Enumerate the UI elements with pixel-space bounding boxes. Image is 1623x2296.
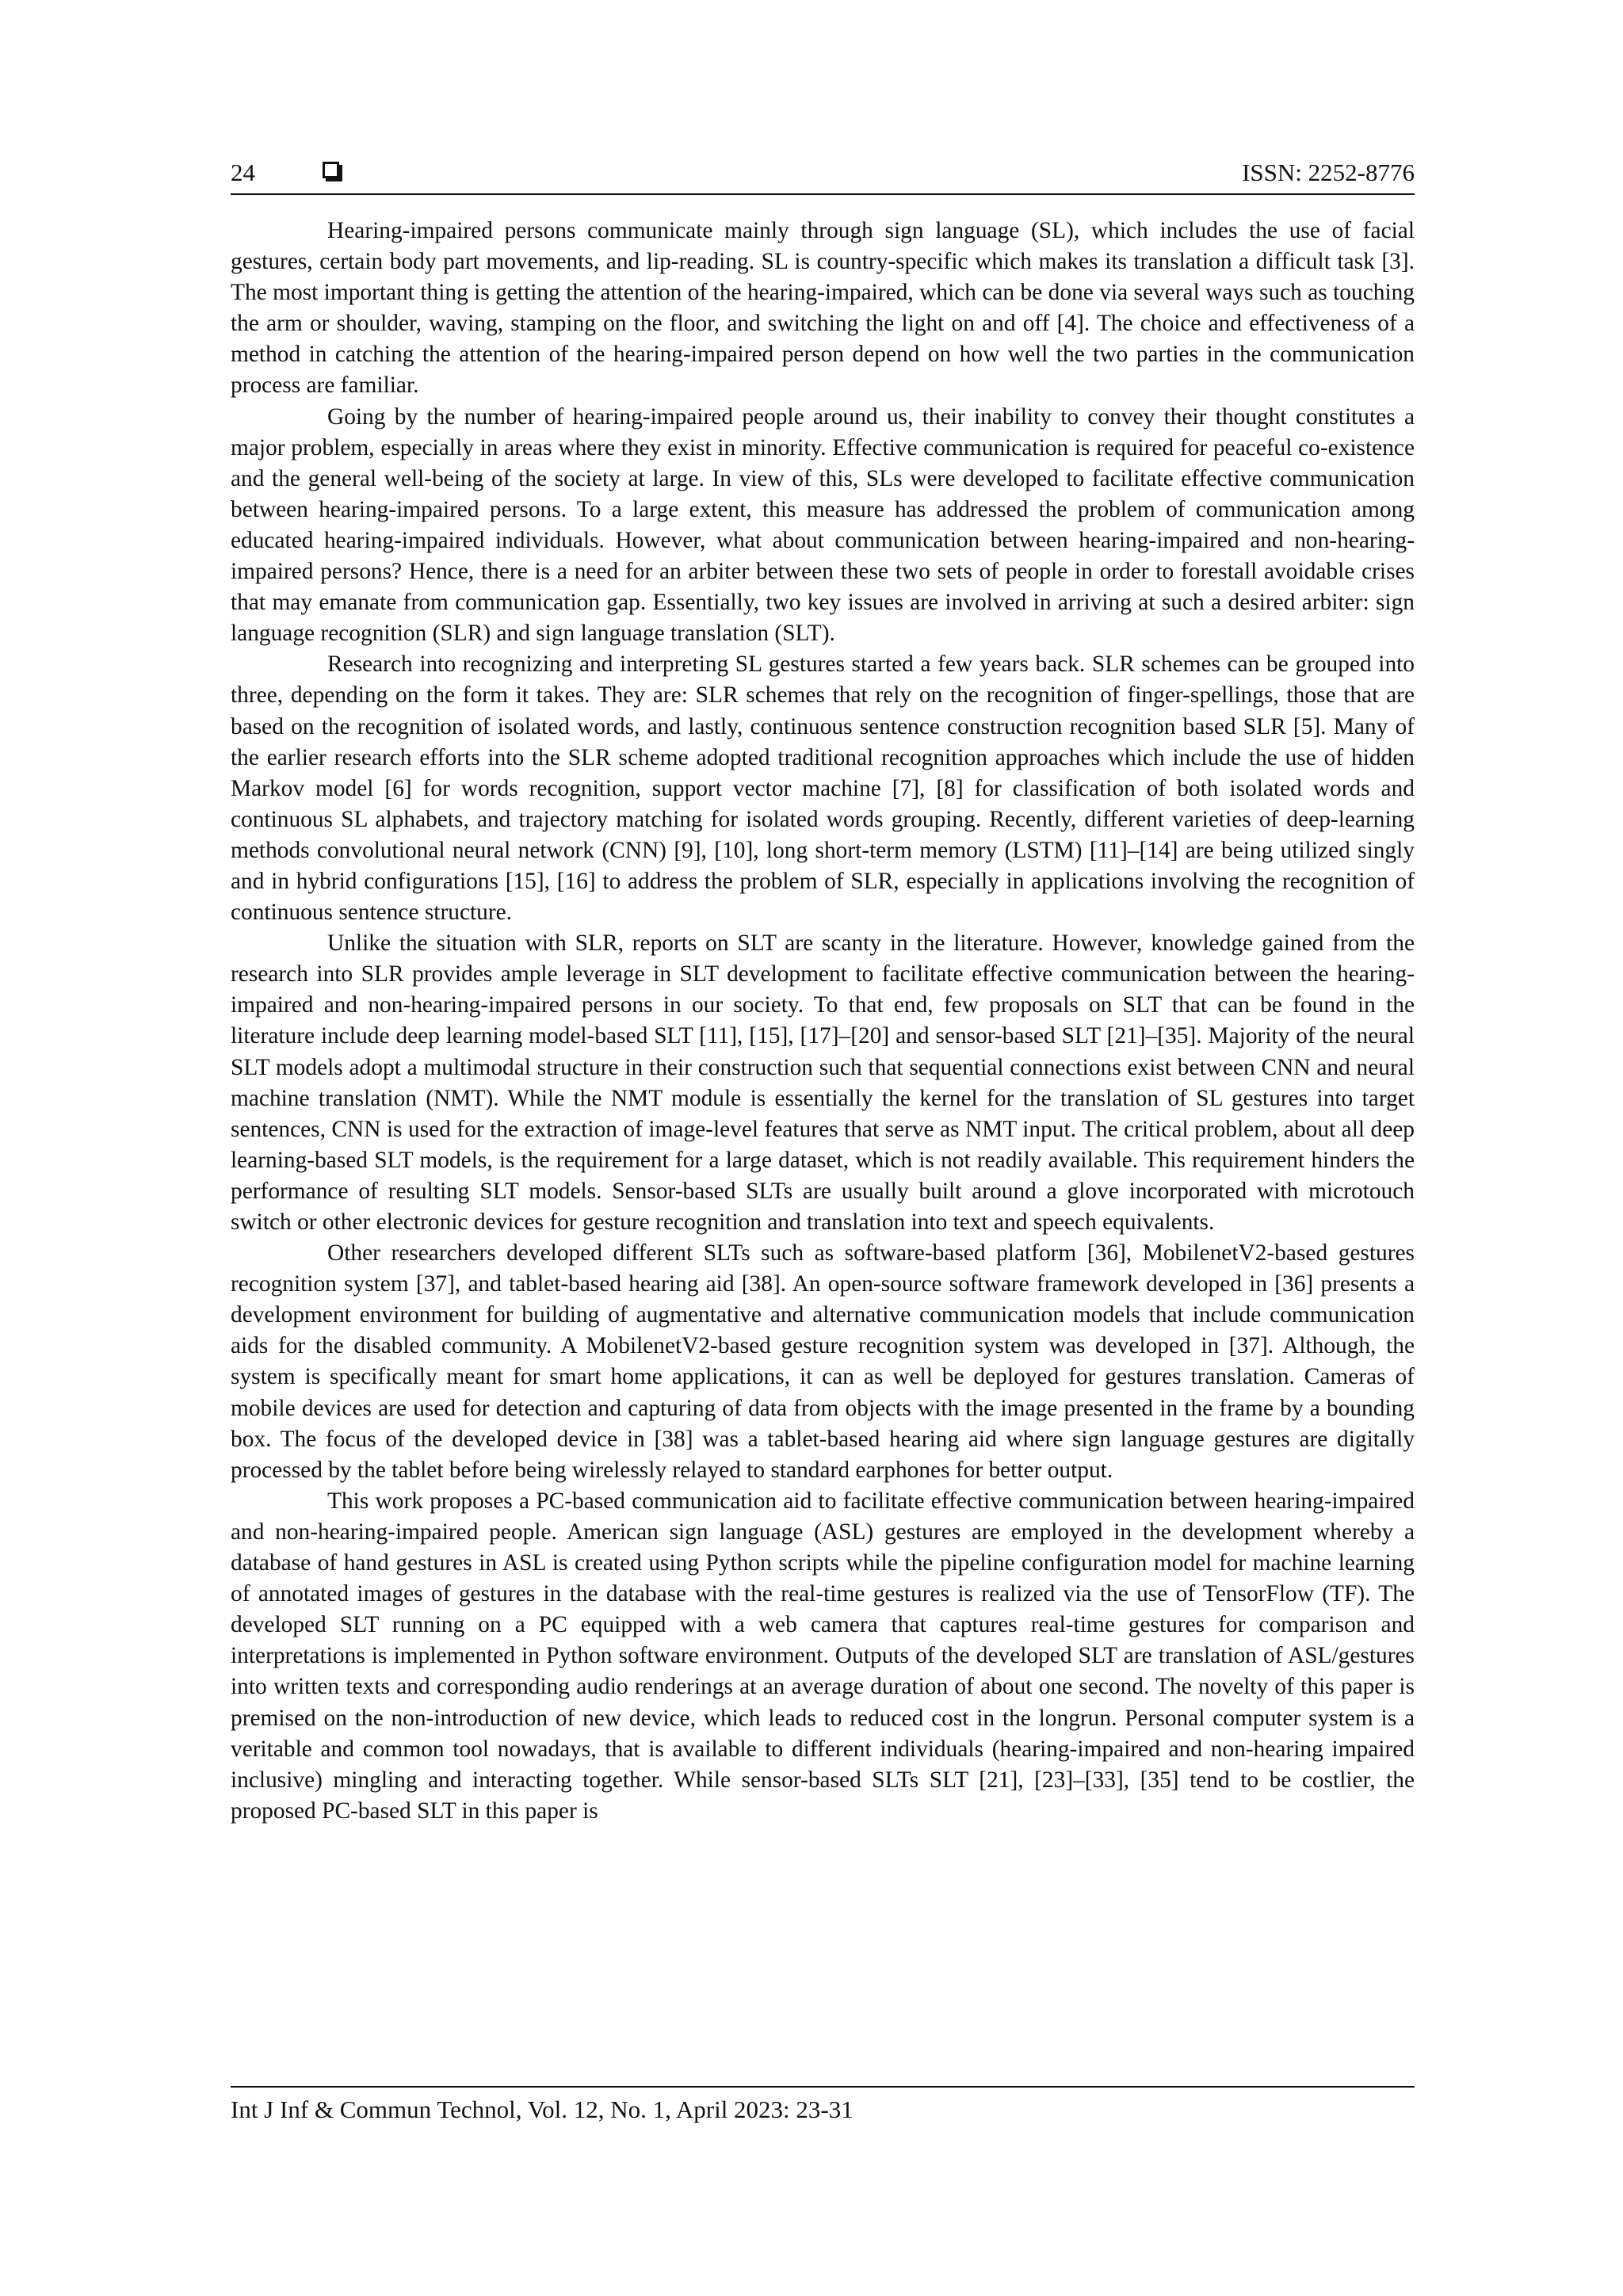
square-bullet-icon [323,162,339,178]
running-header [231,155,1415,190]
page-number: 24 [231,159,255,186]
body-text [231,216,1415,1827]
footer-rule [231,2086,1415,2088]
header-rule [231,193,1415,195]
paragraph-3: Research into recognizing and interpreting SL gestures started a few years back. SLR schemes can be grouped into three, depending on the form it takes. They are: SLR schemes that rely on the recognition of finger-spellings, those that are based on the recognition of isolated words, and lastly, continuous sentence construction recognition based SLR [5]. Many of the earlier research efforts into the SLR scheme adopted traditional recognition approaches which include the use of hidden Markov model [6] for words recognition, support vector machine [7], [8] for classification of both isolated words and continuous SL alphabets, and trajectory matching for isolated words grouping. Recently, different varieties of deep-learning methods convolutional neural network (CNN) [9], [10], long short-term memory (LSTM) [11]–[14] are being utilized singly and in hybrid configurations [15], [16] to address the problem of SLR, especially in applications involving the recognition of continuous sentence structure. [231,651,1415,926]
paragraph-2: Going by the number of hearing-impaired people around us, their inability to convey their thought constitutes a major problem, especially in areas where they exist in minority. Effective communication is required for peaceful co-existence and the general well-being of the society at large. In view of this, SLs were developed to facilitate effective communication between hearing-impaired persons. To a large extent, this measure has addressed the problem of communication among educated hearing-impaired individuals. However, what about communication between hearing-impaired and non-hearing-impaired persons? Hence, there is a need for an arbiter between these two sets of people in order to forestall avoidable crises that may emanate from communication gap. Essentially, two key issues are involved in arriving at such a desired arbiter: sign language recognition (SLR) and sign language translation (SLT). [231,403,1415,647]
paragraph-4: Unlike the situation with SLR, reports on SLT are scanty in the literature. However, knowledge gained from the research into SLR provides ample leverage in SLT development to facilitate effective communication between the hearing-impaired and non-hearing-impaired persons in our society. To that end, few proposals on SLT that can be found in the literature include deep learning model-based SLT [11], [15], [17]–[20] and sensor-based SLT [21]–[35]. Majority of the neural SLT models adopt a multimodal structure in their construction such that sequential connections exist between CNN and neural machine translation (NMT). While the NMT module is essentially the kernel for the translation of SL gestures into target sentences, CNN is used for the extraction of image-level features that serve as NMT input. The critical problem, about all deep learning-based SLT models, is the requirement for a large dataset, which is not readily available. This requirement hinders the performance of resulting SLT models. Sensor-based SLTs are usually built around a glove incorporated with microtouch switch or other electronic devices for gesture recognition and translation into text and speech equivalents. [231,930,1415,1235]
journal-citation-footer: Int J Inf & Commun Technol, Vol. 12, No. 1, April 2023: 23-31 [231,2095,854,2123]
paragraph-5: Other researchers developed different SLTs such as software-based platform [36], MobilenetV2-based gestures recognition system [37], and tablet-based hearing aid [38]. An open-source software framework developed in [36] presents a development environment for building of augmentative and alternative communication models that include communication aids for the disabled community. A MobilenetV2-based gesture recognition system was developed in [37]. Although, the system is specifically meant for smart home applications, it can as well be deployed for gestures translation. Cameras of mobile devices are used for detection and capturing of data from objects with the image presented in the frame by a bounding box. The focus of the developed device in [38] was a tablet-based hearing aid where sign language gestures are digitally processed by the tablet before being wirelessly relayed to standard earphones for better output. [231,1240,1415,1483]
paragraph-6: This work proposes a PC-based communication aid to facilitate effective communication between hearing-impaired and non-hearing-impaired people. American sign language (ASL) gestures are employed in the development whereby a database of hand gestures in ASL is created using Python scripts while the pipeline configuration model for machine learning of annotated images of gestures in the database with the real-time gestures is realized via the use of TensorFlow (TF). The developed SLT running on a PC equipped with a web camera that captures real-time gestures for comparison and interpretations is implemented in Python software environment. Outputs of the developed SLT are translation of ASL/gestures into written texts and corresponding audio renderings at an average duration of about one second. The novelty of this paper is premised on the non-introduction of new device, which leads to reduced cost in the longrun. Personal computer system is a veritable and common tool nowadays, that is available to different individuals (hearing-impaired and non-hearing impaired inclusive) mingling and interacting together. While sensor-based SLTs SLT [21], [23]–[33], [35] tend to be costlier, the proposed PC-based SLT in this paper is [231,1488,1415,1824]
issn-label: ISSN: 2252-8776 [1242,159,1415,186]
paragraph-1: Hearing-impaired persons communicate mainly through sign language (SL), which includes the use of facial gestures, certain body part movements, and lip-reading. SL is country-specific which makes its translation a difficult task [3]. The most important thing is getting the attention of the hearing-impaired, which can be done via several ways such as touching the arm or shoulder, waving, stamping on the floor, and switching the light on and off [4]. The choice and effectiveness of a method in catching the attention of the hearing-impaired person depend on how well the two parties in the communication process are familiar. [231,218,1415,399]
